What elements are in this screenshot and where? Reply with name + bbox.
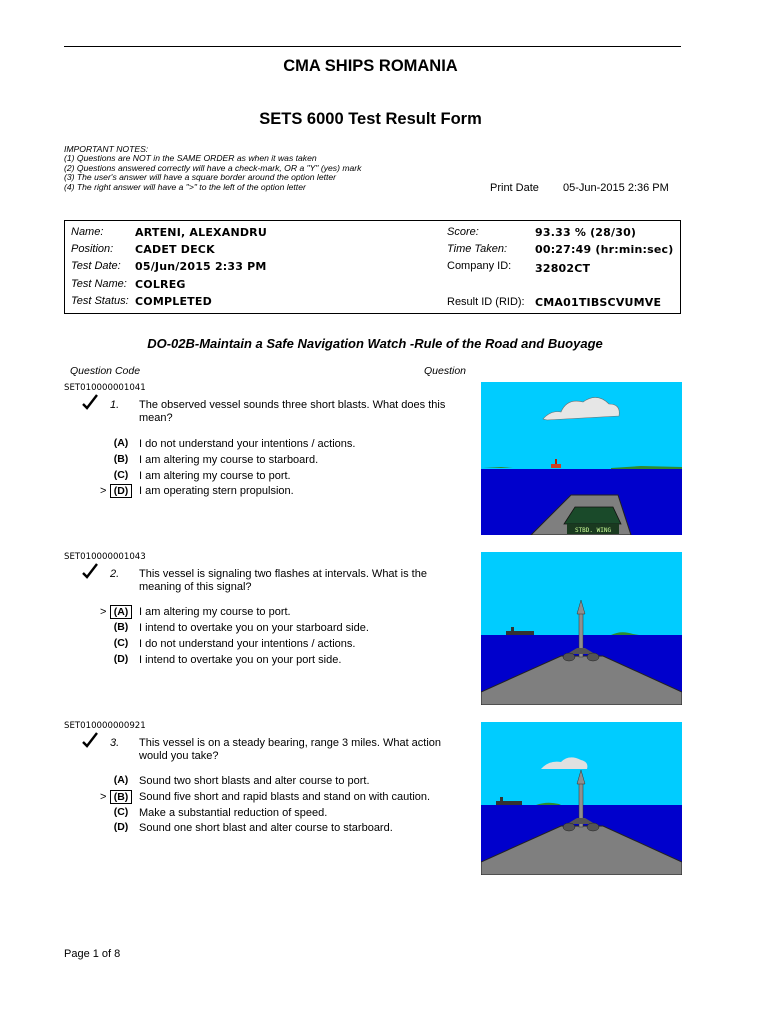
question-number: 3. <box>110 737 120 749</box>
option-text: Sound five short and rapid blasts and stand on with caution. <box>139 791 431 803</box>
check-icon <box>80 731 100 751</box>
company-id-label: Company ID: <box>447 260 512 272</box>
name-value: ARTENI, ALEXANDRU <box>135 226 267 239</box>
page-number: Page 1 of 8 <box>64 948 121 960</box>
option-letter: (C) <box>113 806 129 818</box>
question-text: This vessel is signaling two flashes at intervals. What is the meaning of this signal? <box>139 568 427 593</box>
note-1: (1) Questions are NOT in the SAME ORDER as when it was taken <box>64 153 317 164</box>
test-status-label: Test Status: <box>71 295 129 307</box>
column-question: Question <box>424 365 467 377</box>
note-4: (4) The right answer will have a ">" to the left of the option letter <box>64 181 306 192</box>
test-name-value: COLREG <box>135 278 186 291</box>
company-name: CMA SHIPS ROMANIA <box>283 57 458 75</box>
question-code: SET010000000921 <box>64 721 146 731</box>
scene-label: STBD. WING <box>574 527 612 534</box>
result-id-label: Result ID (RID): <box>447 296 525 308</box>
company-id-value: 32802CT <box>535 262 591 275</box>
test-date-value: 05/Jun/2015 2:33 PM <box>135 260 267 273</box>
option-text: Sound one short blast and alter course to starboard. <box>139 822 393 834</box>
option-letter: (B) <box>113 453 129 465</box>
option-text: I am altering my course to port. <box>139 606 291 618</box>
answer-marker: > <box>100 485 107 497</box>
candidate-info-box <box>64 220 681 314</box>
option-text: I do not understand your intentions / actions. <box>139 638 356 650</box>
option-text: Sound two short blasts and alter course to port. <box>139 775 370 787</box>
option-letter: (B) <box>110 790 132 804</box>
position-label: Position: <box>71 243 114 255</box>
top-rule <box>64 46 681 47</box>
time-taken-value: 00:27:49 (hr:min:sec) <box>535 243 674 256</box>
scene-image-3 <box>481 722 682 875</box>
question-number: 2. <box>110 568 120 580</box>
question-code: SET010000001041 <box>64 383 146 393</box>
score-label: Score: <box>447 226 479 238</box>
option-letter: (C) <box>113 637 129 649</box>
column-question-code: Question Code <box>70 365 141 377</box>
scene-image-1 <box>481 382 682 535</box>
option-letter: (D) <box>113 653 129 665</box>
option-text: I am altering my course to port. <box>139 470 291 482</box>
option-letter: (C) <box>113 469 129 481</box>
important-notes <box>64 145 361 192</box>
note-2: (2) Questions answered correctly will have a check-mark, OR a "Y" (yes) mark <box>64 162 362 173</box>
question-code: SET010000001043 <box>64 552 146 562</box>
option-text: I am altering my course to starboard. <box>139 454 319 466</box>
option-text: I am operating stern propulsion. <box>139 485 294 497</box>
print-date-label: Print Date <box>490 182 539 194</box>
check-icon <box>80 562 100 582</box>
time-taken-label: Time Taken: <box>447 243 508 255</box>
option-text: I intend to overtake you on your port side. <box>139 654 342 666</box>
position-value: CADET DECK <box>135 243 215 256</box>
notes-heading: IMPORTANT NOTES: <box>64 144 149 154</box>
question-number: 1. <box>110 399 120 411</box>
option-letter: (A) <box>113 437 129 449</box>
option-letter: (D) <box>113 821 129 833</box>
result-id-value: CMA01TIBSCVUMVE <box>535 296 662 309</box>
scene-image-2 <box>481 552 682 705</box>
option-text: I do not understand your intentions / actions. <box>139 438 356 450</box>
question-text: The observed vessel sounds three short blasts. What does this mean? <box>139 399 446 424</box>
option-letter: (A) <box>113 774 129 786</box>
note-3: (3) The user's answer will have a square border around the option letter <box>64 172 337 183</box>
check-icon <box>80 393 100 413</box>
option-letter: (A) <box>110 605 132 619</box>
test-date-label: Test Date: <box>71 260 121 272</box>
option-text: I intend to overtake you on your starboard side. <box>139 622 369 634</box>
option-letter: (D) <box>110 484 132 498</box>
option-letter: (B) <box>113 621 129 633</box>
section-title: DO-02B-Maintain a Safe Navigation Watch -Rule of the Road and Buoyage <box>147 336 603 351</box>
print-date-value: 05-Jun-2015 2:36 PM <box>563 182 669 194</box>
option-text: Make a substantial reduction of speed. <box>139 807 328 819</box>
score-value: 93.33 % (28/30) <box>535 226 637 239</box>
test-status-value: COMPLETED <box>135 295 212 308</box>
test-name-label: Test Name: <box>71 278 127 290</box>
form-title: SETS 6000 Test Result Form <box>259 110 482 128</box>
answer-marker: > <box>100 791 107 803</box>
answer-marker: > <box>100 606 107 618</box>
name-label: Name: <box>71 226 104 238</box>
question-text: This vessel is on a steady bearing, range 3 miles. What action would you take? <box>139 737 442 762</box>
